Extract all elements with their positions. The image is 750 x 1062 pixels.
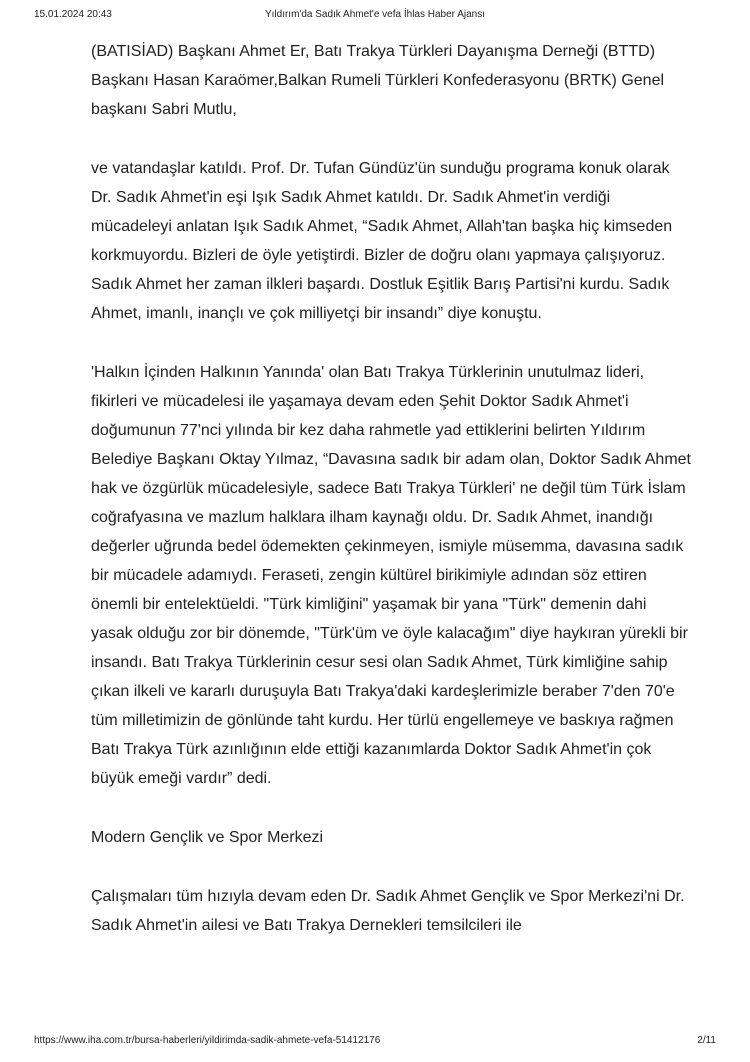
print-page-title: Yıldırım'da Sadık Ahmet'e vefa İhlas Haber Ajansı	[264, 9, 486, 20]
article-paragraph: (BATISİAD) Başkanı Ahmet Er, Batı Trakya Türkleri Dayanışma Derneği (BTTD) Başkanı Hasan Karaömer,Balkan Rumeli Türkleri Konfederasyonu (BRTK) Genel başkanı Sabri Mutlu,	[91, 43, 665, 118]
article-subheading: Modern Gençlik ve Spor Merkezi	[91, 829, 324, 846]
page-number: 2/11	[697, 1035, 716, 1046]
print-header	[0, 9, 750, 23]
print-datetime: 15.01.2024 20:43	[34, 9, 112, 20]
print-footer	[0, 1035, 750, 1049]
article-paragraph: 'Halkın İçinden Halkının Yanında' olan Batı Trakya Türklerinin unutulmaz lideri, fikirleri ve mücadelesi ile yaşamaya devam eden Şehit Doktor Sadık Ahmet'i doğumunun 77'nci yılında bir kez daha rahmetle yad ettiklerini belirten Yıldırım Belediye Başkanı Oktay Yılmaz, “Davasına sadık bir adam olan, Doktor Sadık Ahmet hak ve özgürlük mücadelesiyle, sadece Batı Trakya Türkleri' ne değil tüm Türk İslam coğrafyasına ve mazlum halklara ilham kaynağı oldu. Dr. Sadık Ahmet, inandığı değerler uğrunda bedel ödemekten çekinmeyen, ismiyle müsemma, davasına sadık bir mücadele adamıydı. Feraseti, zengin kültürel birikimiyle adından söz ettiren önemli bir entelektüeldi. "Türk kimliğini" yaşamak bir yana "Türk" demenin dahi yasak olduğu zor bir dönemde, "Türk'üm ve öyle kalacağım" diye haykıran yürekli bir insandı. Batı Trakya Türklerinin cesur sesi olan Sadık Ahmet, Türk kimliğine sahip çıkan ilkeli ve kararlı duruşuyla Batı Trakya'daki kardeşlerimizle beraber 7'den 70'e tüm milletimizin de gönlünde taht kurdu. Her türlü engellemeye ve baskıya rağmen Batı Trakya Türk azınlığının elde ettiği kazanımlarda Doktor Sadık Ahmet'in çok büyük emeği vardır” dedi.	[91, 364, 691, 787]
page-url: https://www.iha.com.tr/bursa-haberleri/yildirimda-sadik-ahmete-vefa-51412176	[34, 1035, 381, 1046]
article-paragraph: Çalışmaları tüm hızıyla devam eden Dr. Sadık Ahmet Gençlik ve Spor Merkezi'ni Dr. Sadık Ahmet'in ailesi ve Batı Trakya Dernekleri temsilcileri ile	[91, 888, 685, 934]
article-paragraph: ve vatandaşlar katıldı. Prof. Dr. Tufan Gündüz'ün sunduğu programa konuk olarak Dr. Sadık Ahmet'in eşi Işık Sadık Ahmet katıldı. Dr. Sadık Ahmet'in verdiği mücadeleyi anlatan Işık Sadık Ahmet, “Sadık Ahmet, Allah'tan başka hiç kimseden korkmuyordu. Bizleri de öyle yetiştirdi. Bizler de doğru olanı yapmaya çalışıyoruz. Sadık Ahmet her zaman ilkleri başardı. Dostluk Eşitlik Barış Partisi'ni kurdu. Sadık Ahmet, imanlı, inançlı ve çok milliyetçi bir insandı” diye konuştu.	[91, 160, 673, 322]
article-body	[91, 37, 691, 940]
